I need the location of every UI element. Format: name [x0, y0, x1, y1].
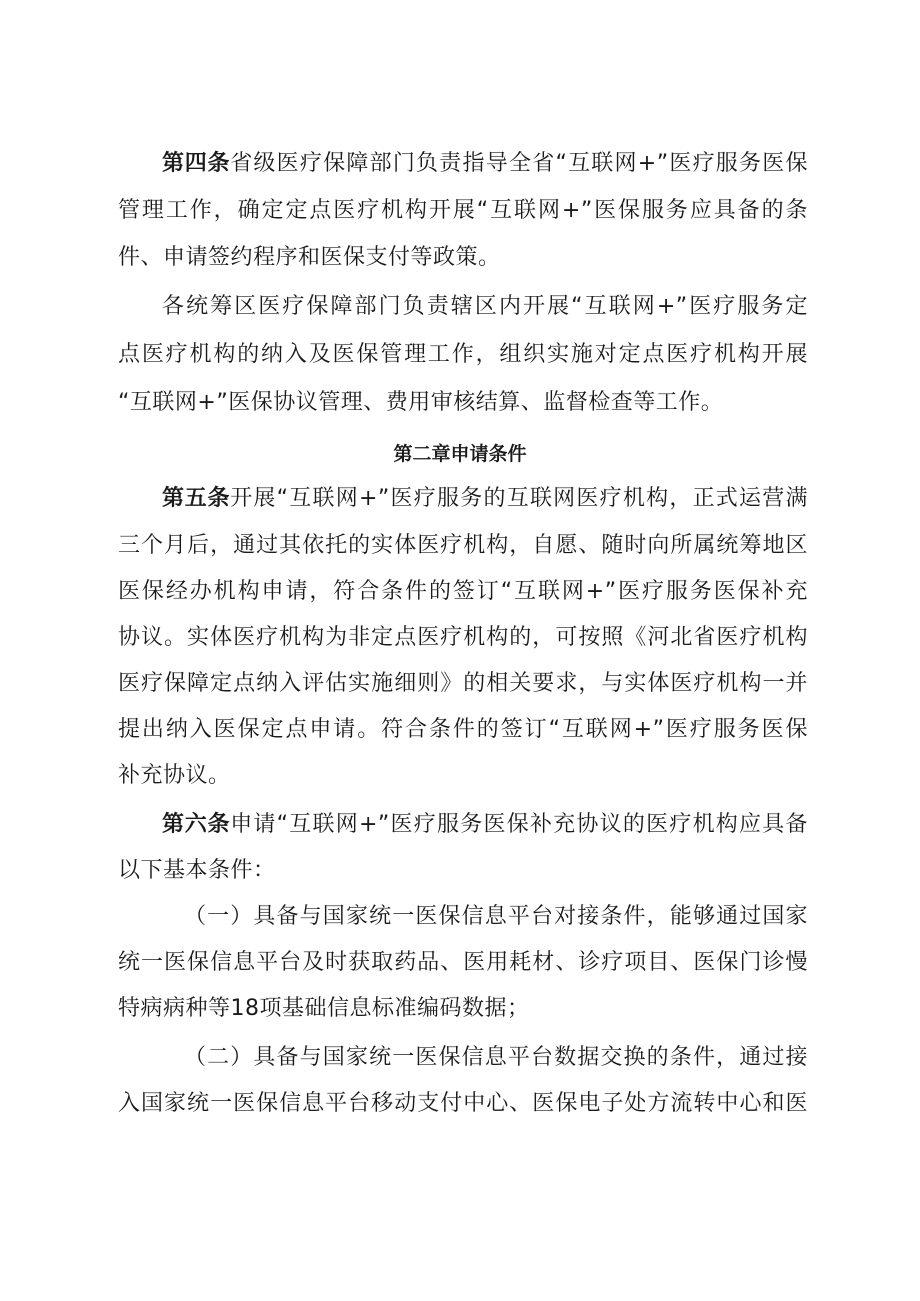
- district-para-line3: “互联网+”医保协议管理、费用审核结算、监督检查等工作。: [118, 390, 724, 415]
- article6-line1: [162, 810, 808, 840]
- article5-line1-text: 开展“互联网+”医疗服务的互联网医疗机构，正式运营满: [230, 486, 808, 511]
- article5-line3: 医保经办机构申请，符合条件的签订“互联网+”医疗服务医保补充: [118, 579, 808, 604]
- article4-line2: 管理工作，确定定点医疗机构开展“互联网+”医保服务应具备的条: [118, 198, 808, 223]
- article4-line3: 件、申请签约程序和医保支付等政策。: [118, 245, 501, 270]
- article5-line4: 协议。实体医疗机构为非定点医疗机构的，可按照《河北省医疗机构: [118, 625, 808, 650]
- article6-line1-text: 申请“互联网+”医疗服务医保补充协议的医疗机构应具备: [230, 812, 808, 837]
- article5-line1: [162, 484, 808, 514]
- article5-line7: 补充协议。: [118, 763, 231, 788]
- article6-label: 第六条: [162, 812, 231, 837]
- article6-item2-line1: （二）具备与国家统一医保信息平台数据交换的条件，通过接: [184, 1045, 808, 1070]
- article6-item2-line2: 入国家统一医保信息平台移动支付中心、医保电子处方流转中心和医: [118, 1091, 808, 1116]
- article5-line5: 医疗保障定点纳入评估实施细则》的相关要求，与实体医疗机构一并: [118, 671, 808, 696]
- article5-label: 第五条: [162, 486, 231, 511]
- article5-line2: 三个月后，通过其依托的实体医疗机构，自愿、随时向所属统筹地区: [118, 533, 808, 558]
- article4-line1: [162, 149, 808, 179]
- article4-label: 第四条: [162, 151, 231, 176]
- chapter-heading: 第二章申请条件: [393, 443, 527, 465]
- article5-line6: 提出纳入医保定点申请。符合条件的签订“互联网+”医疗服务医保: [118, 717, 808, 742]
- article6-item1-line3: 特病病种等18项基础信息标准编码数据；: [118, 996, 530, 1021]
- article6-item1-line2: 统一医保信息平台及时获取药品、医用耗材、诊疗项目、医保门诊慢: [118, 950, 808, 975]
- article4-line1-text: 省级医疗保障部门负责指导全省“互联网+”医疗服务医保: [230, 151, 808, 176]
- article6-line2: 以下基本条件：: [118, 858, 276, 883]
- district-para-line1: 各统筹区医疗保障部门负责辖区内开展“互联网+”医疗服务定: [162, 294, 808, 319]
- district-para-line2: 点医疗机构的纳入及医保管理工作，组织实施对定点医疗机构开展: [118, 342, 808, 367]
- article6-item1-line1: （一）具备与国家统一医保信息平台对接条件，能够通过国家: [184, 904, 808, 929]
